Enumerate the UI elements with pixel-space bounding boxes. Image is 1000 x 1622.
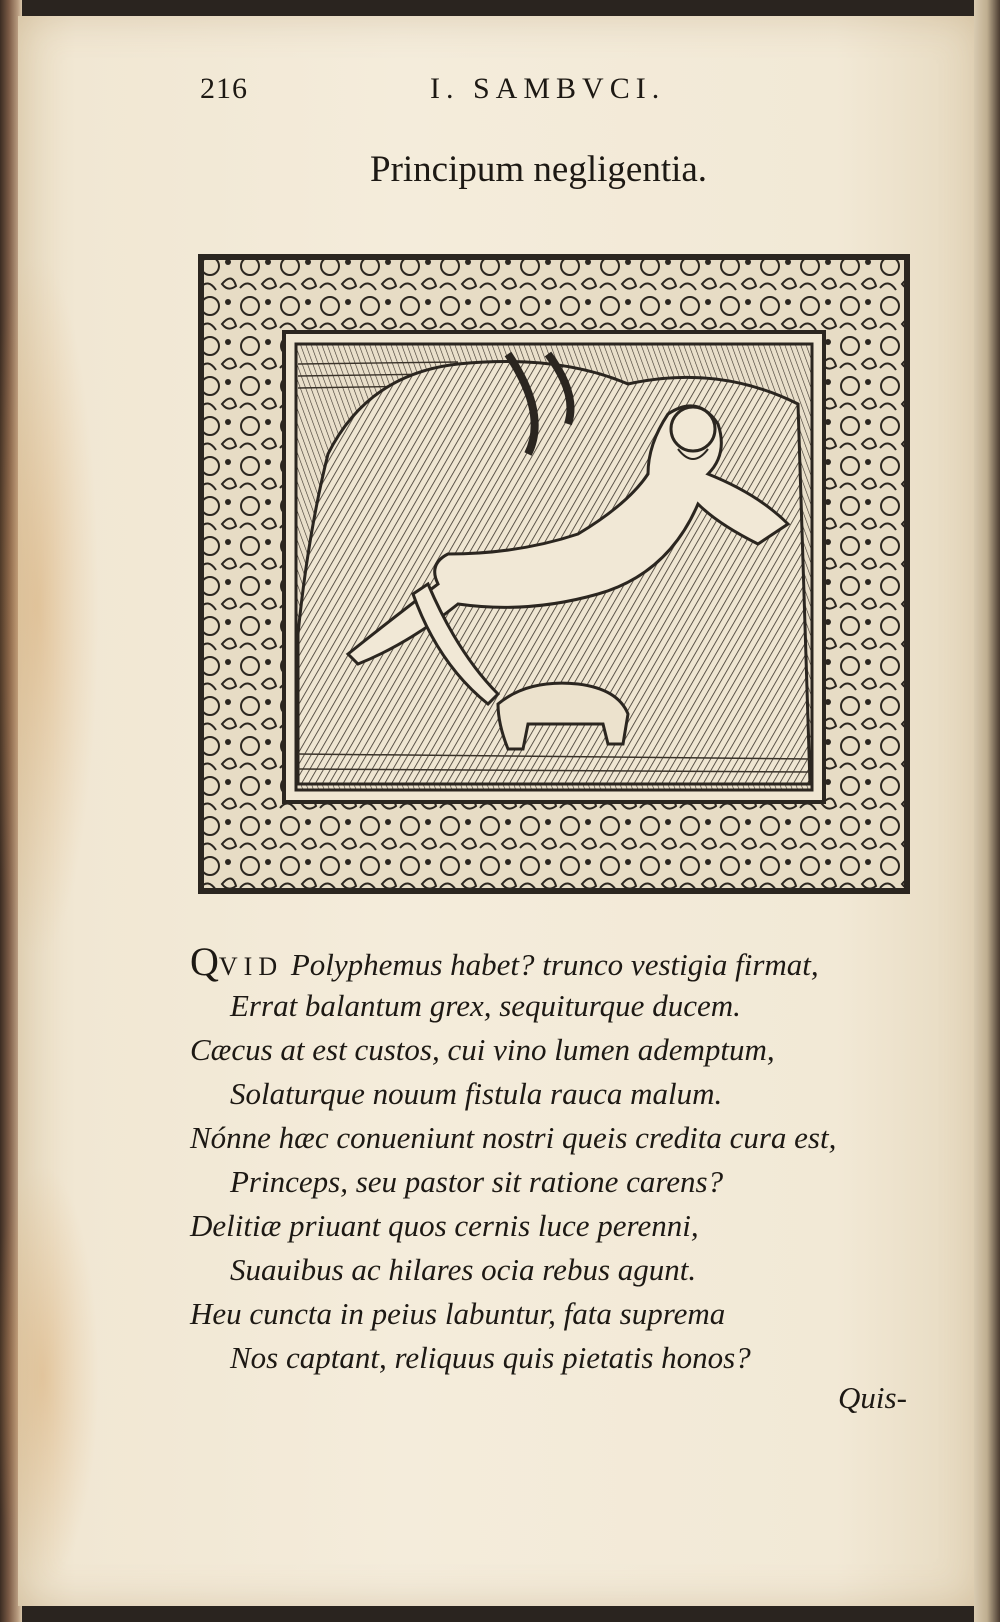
running-head-title: I. SAMBVCI. (430, 72, 666, 105)
verse-line: Heu cuncta in peius labuntur, fata suprema (190, 1296, 726, 1331)
verse-line (190, 940, 930, 984)
running-head (200, 68, 720, 108)
verse-block (190, 940, 930, 1380)
verse-line: Solaturque nouum fistula rauca malum. (230, 1076, 723, 1111)
verse-line: Delitiæ priuant quos cernis luce perenni, (190, 1208, 699, 1243)
next-page-edge (974, 0, 1000, 1622)
verse-line: Princeps, seu pastor sit ratione carens? (230, 1164, 724, 1199)
verse-line: Nónne hæc conueniunt nostri queis credita cura est, (190, 1120, 837, 1155)
verse-line: Errat balantum grex, sequiturque ducem. (230, 988, 741, 1023)
verse-line: Cæcus at est custos, cui vino lumen ademptum, (190, 1032, 775, 1067)
verse-line: Nos captant, reliquus quis pietatis honos? (230, 1340, 751, 1375)
drop-initial: Q (190, 939, 219, 984)
verse-line-rest: Polyphemus habet? trunco vestigia firmat, (283, 947, 819, 982)
emblem-title: Principum negligentia. (370, 149, 708, 190)
catchword: Quis- (838, 1380, 907, 1415)
woodcut-polyphemus-icon (198, 254, 910, 894)
page-number: 216 (200, 72, 248, 105)
verse-first-letters: VID (218, 952, 284, 981)
verse-line: Suauibus ac hilares ocia rebus agunt. (230, 1252, 697, 1287)
